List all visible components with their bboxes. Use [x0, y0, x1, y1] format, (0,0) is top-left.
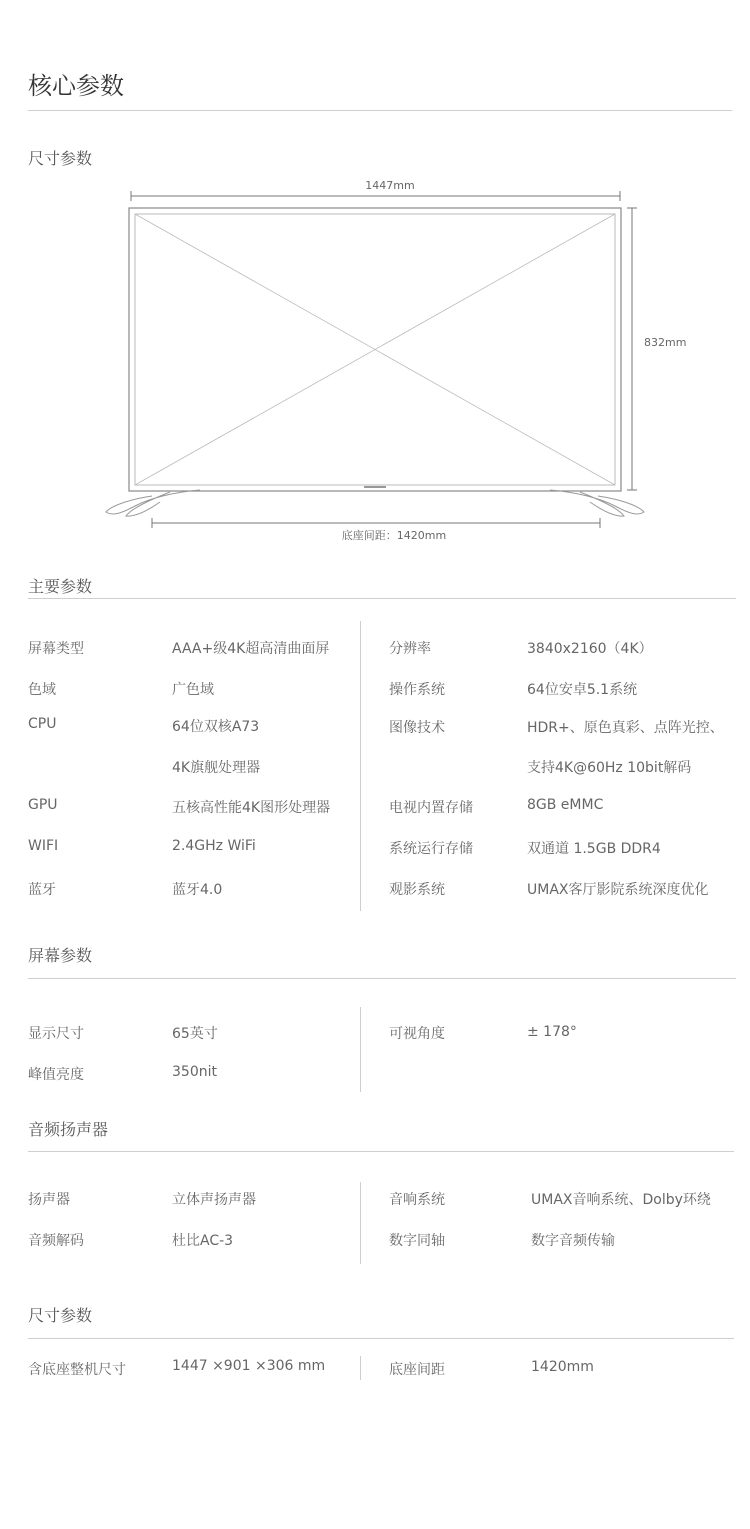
param-label: 图像技术 [389, 720, 445, 736]
param-label: 屏幕类型 [28, 641, 84, 657]
param-value: 350nit [172, 1064, 217, 1080]
height-dimension-label: 832mm [644, 336, 687, 349]
param-label: 色域 [28, 682, 56, 698]
param-value: 64位双核A73 [172, 719, 260, 735]
param-value: 双通道 1.5GB DDR4 [527, 841, 661, 857]
param-label: 观影系统 [389, 882, 445, 898]
tv-outline-icon [106, 208, 644, 516]
param-value: ± 178° [527, 1024, 577, 1040]
param-label: 分辨率 [389, 641, 431, 657]
param-value: 65英寸 [172, 1026, 218, 1042]
param-label: 数字同轴 [389, 1233, 445, 1249]
width-dimension-label: 1447mm [365, 179, 415, 192]
param-label: 系统运行存储 [389, 841, 473, 857]
param-value: AAA+级4K超高清曲面屏 [172, 641, 330, 657]
tv-dimension-diagram [0, 170, 750, 550]
param-label: GPU [28, 797, 58, 813]
param-label: 可视角度 [389, 1026, 445, 1042]
param-value: UMAX音响系统、Dolby环绕 [531, 1192, 711, 1208]
param-value-line2: 4K旗舰处理器 [172, 760, 261, 776]
param-value: 广色域 [172, 682, 214, 698]
base-distance-label: 底座间距：1420mm [341, 529, 447, 542]
size-section-title: 尺寸参数 [28, 149, 93, 168]
param-label: 电视内置存储 [389, 800, 473, 816]
param-label: 蓝牙 [28, 882, 56, 898]
param-label: CPU [28, 716, 57, 732]
param-value: 立体声扬声器 [172, 1192, 256, 1208]
audio-params-column-divider [360, 1182, 361, 1264]
main-params-title: 主要参数 [28, 577, 93, 596]
dimension-params-divider [28, 1338, 734, 1339]
param-label: WIFI [28, 838, 59, 854]
param-label: 峰值亮度 [28, 1067, 84, 1083]
param-value: 五核高性能4K图形处理器 [172, 800, 331, 816]
param-label: 操作系统 [389, 682, 445, 698]
param-label: 音响系统 [389, 1192, 445, 1208]
dimension-params-title: 尺寸参数 [28, 1306, 93, 1325]
title-divider [28, 110, 732, 111]
dimension-params-column-divider [360, 1356, 361, 1380]
param-label: 音频解码 [28, 1233, 84, 1249]
screen-params-divider [28, 978, 736, 979]
main-params-column-divider [360, 621, 361, 911]
page-title: 核心参数 [28, 72, 124, 100]
param-value-line2: 支持4K@60Hz 10bit解码 [527, 760, 692, 776]
param-value: 1447 ×901 ×306 mm [172, 1358, 326, 1374]
param-value: 3840x2160（4K） [527, 641, 653, 657]
param-value: HDR+、原色真彩、点阵光控、 [527, 720, 724, 736]
param-value: UMAX客厅影院系统深度优化 [527, 882, 709, 898]
param-label: 含底座整机尺寸 [28, 1362, 126, 1378]
param-value: 1420mm [531, 1359, 594, 1375]
audio-params-title: 音频扬声器 [28, 1120, 109, 1139]
audio-params-divider [28, 1151, 734, 1152]
param-value: 蓝牙4.0 [172, 882, 223, 898]
screen-params-title: 屏幕参数 [28, 946, 93, 965]
main-params-divider [28, 598, 736, 599]
param-value: 杜比AC-3 [172, 1233, 234, 1249]
param-value: 数字音频传输 [531, 1233, 615, 1249]
param-value: 2.4GHz WiFi [172, 838, 256, 854]
param-value: 64位安卓5.1系统 [527, 682, 638, 698]
param-label: 扬声器 [28, 1192, 70, 1208]
param-label: 底座间距 [389, 1362, 445, 1378]
param-label: 显示尺寸 [28, 1026, 84, 1042]
screen-params-column-divider [360, 1007, 361, 1092]
param-value: 8GB eMMC [527, 797, 604, 813]
